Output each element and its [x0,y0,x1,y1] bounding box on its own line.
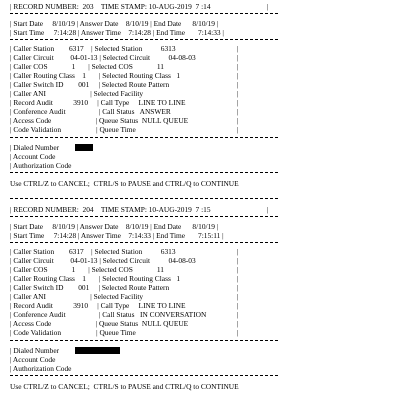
account-code-row: | Account Code [10,355,56,364]
caller-circuit-row: | Caller Circuit 04-01-13 | Selected Circuit 04-08-03 [10,53,196,62]
row-end: | [237,283,239,292]
caller-station-row: | Caller Station 6317 | Selected Station 6313 [10,247,176,256]
row-end: | [237,265,239,274]
separator-line [10,216,278,217]
row-end: | [237,292,239,301]
separator-line [10,340,278,341]
row-end: | [237,301,239,310]
access-code-row: | Access Code | Queue Status NULL QUEUE [10,319,189,328]
row-end: | [237,310,239,319]
caller-ani-row: | Caller ANI | Selected Facility [10,292,144,301]
row-end: | [237,319,239,328]
caller-cos-row: | Caller COS 1 | Selected COS 11 [10,265,164,274]
separator-line [10,375,278,376]
separator-line [10,172,278,173]
caller-cos-row: | Caller COS 1 | Selected COS 11 [10,62,164,71]
code-validation-row: | Code Validation | Queue Time [10,328,136,337]
row-end: | [237,89,239,98]
row-end: | [237,107,239,116]
time-row: | Start Time 7:14:28 | Answer Time 7:14:33 | End Time 7:15:11 | [10,231,224,240]
code-validation-row: | Code Validation | Queue Time [10,125,136,134]
record-header: | RECORD NUMBER: 204 TIME STAMP: 10-AUG-2019 7 :15 [10,205,211,214]
row-end: | [237,98,239,107]
row-end: | [237,71,239,80]
date-row: | Start Date 8/10/19 | Answer Date 8/10/19 | End Date 8/10/19 | [10,19,219,28]
caller-ani-row: | Caller ANI | Selected Facility [10,89,144,98]
redacted-number-block [75,144,93,151]
separator-line [10,39,278,40]
row-end: | [237,328,239,337]
record-audit-row: | Record Audit 3910 | Call Type LINE TO LINE [10,98,186,107]
caller-circuit-row: | Caller Circuit 04-01-13 | Selected Circuit 04-08-03 [10,256,196,265]
conference-audit-row: | Conference Audit | Call Status ANSWER [10,107,171,116]
record-header-end: | [267,205,269,214]
record-header-end: | [267,2,269,11]
caller-station-row: | Caller Station 6317 | Selected Station 6313 [10,44,176,53]
account-code-row: | Account Code [10,152,56,161]
row-end: | [237,62,239,71]
record-audit-row: | Record Audit 3910 | Call Type LINE TO LINE [10,301,186,310]
row-end: | [237,53,239,62]
control-instructions: Use CTRL/Z to CANCEL; CTRL/S to PAUSE and CTRL/Q to CONTINUE [10,179,239,188]
row-end: | [237,256,239,265]
separator-line [10,137,278,138]
row-end: | [237,274,239,283]
caller-routing-row: | Caller Routing Class 1 | Selected Routing Class 1 [10,71,181,80]
authorization-code-row: | Authorization Code [10,364,72,373]
time-row: | Start Time 7:14:28 | Answer Time 7:14:28 | End Time 7:14:33 | [10,28,224,37]
dialed-number-row: | Dialed Number [10,346,60,355]
row-end: | [237,80,239,89]
row-end: | [237,125,239,134]
separator-line [10,242,278,243]
separator-line [10,198,278,199]
caller-switch-row: | Caller Switch ID 001 | Selected Route Pattern [10,283,170,292]
row-end: | [237,44,239,53]
caller-routing-row: | Caller Routing Class 1 | Selected Routing Class 1 [10,274,181,283]
record-header: | RECORD NUMBER: 203 TIME STAMP: 10-AUG-2019 7 :14 [10,2,211,11]
control-instructions: Use CTRL/Z to CANCEL; CTRL/S to PAUSE and CTRL/Q to CONTINUE [10,382,239,391]
row-end: | [237,247,239,256]
conference-audit-row: | Conference Audit | Call Status IN CONVERSATION [10,310,207,319]
caller-switch-row: | Caller Switch ID 001 | Selected Route Pattern [10,80,170,89]
authorization-code-row: | Authorization Code [10,161,72,170]
separator-line [10,13,278,14]
row-end: | [237,116,239,125]
date-row: | Start Date 8/10/19 | Answer Date 8/10/19 | End Date 8/10/19 | [10,222,219,231]
dialed-number-row: | Dialed Number [10,143,60,152]
redacted-number-block [75,347,120,354]
access-code-row: | Access Code | Queue Status NULL QUEUE [10,116,189,125]
